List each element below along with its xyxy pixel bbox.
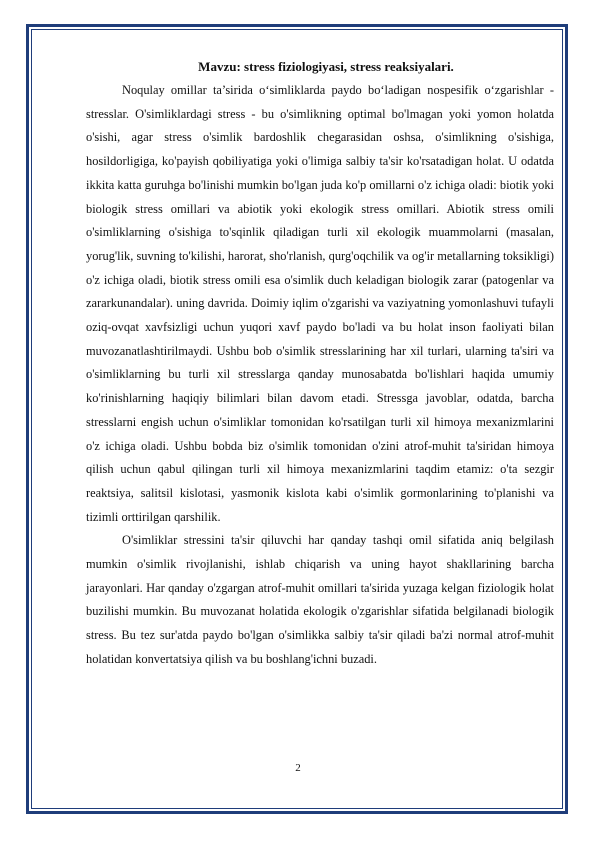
document-body — [86, 56, 554, 672]
document-title: Mavzu: stress fiziologiyasi, stress reaksiyalari. — [198, 59, 454, 74]
paragraph-2: O'simliklar stressini ta'sir qiluvchi har qanday tashqi omil sifatida aniq belgilash mumkin o'simlik rivojlanishi, ishlab chiqarish va uning hayot shakllarining barcha jarayonlari. Har qanday o'zgargan atrof-muhit omillari ta'sirida yuzaga kelgan fiziologik holat buzilishi mumkin. Bu muvozanat holatida ekologik o'zgarishlar sifatida belgilanadi biologik stress. Bu tez sur'atda paydo bo'lgan o'simlikka salbiy ta'sir qiladi ba'zi normal atrof-muhit holatidan konvertatsiya qilish va bu boshlang'ichni buzadi. — [86, 533, 554, 666]
page-number: 2 — [295, 762, 301, 774]
paragraph-1: Noqulay omillar ta’sirida o‘simliklarda paydo bo‘ladigan nospesifik o‘zgarishlar - stresslar. O'simliklardagi stress - bu o'simlikning optimal bo'lmagan yoki yomon holatda o'sishi, agar stress o'simlik bardoshlik chegarasidan oshsa, o'simlikning o'sishiga, hosildorligiga, ko'payish qobiliyatiga yoki o'limiga salbiy ta'sir ko'rsatadigan holat. U odatda ikkita katta guruhga bo'linishi mumkin bo'lgan juda ko'p omillarni o'z ichiga oladi: biotik yoki biologik stress omillari va abiotik yoki ekologik stress omillari. Abiotik stress omili o'simliklarning o'sishiga to'sqinlik qiladigan turli xil ekologik muammolarni (masalan, yorug'lik, suvning to'kilishi, harorat, sho'rlanish, qurg'oqchilik va og'ir metallarning toksikligi) o'z ichiga oladi, biotik stress omili esa o'simlik duch keladigan biologik zarar (patogenlar va zararkunandalar). uning davrida. Doimiy iqlim o'zgarishi va vaziyatning yomonlashuvi tufayli oziq-ovqat xavfsizligi uchun yuqori xavf paydo bo'ladi va bu holat inson faoliyati bilan muvozanatlashtirilmaydi. Ushbu bob o'simlik stresslarining har xil turlari, ularning ta'siri va o'simliklarning bu turli xil stresslarga qanday munosabatda bo'lishlari haqida umumiy ko'rinishlarning haqiqiy bilimlari bilan davom etadi. Stressga javoblar, odatda, barcha stresslarni engish uchun o'simliklar tomonidan ko'rsatilgan turli xil himoya mexanizmlarini o'z ichiga oladi. Ushbu bobda biz o'simlik tomonidan o'zini atrof-muhit ta'siridan himoya qilish uchun qabul qilingan turli xil himoya mexanizmlarini taqdim etamiz: o'ta sezgir reaktsiya, salitsil kislotasi, yasmonik kislota kabi o'simlik gormonlarining to'planishi va tizimli orttirilgan qarshilik. — [86, 83, 554, 524]
